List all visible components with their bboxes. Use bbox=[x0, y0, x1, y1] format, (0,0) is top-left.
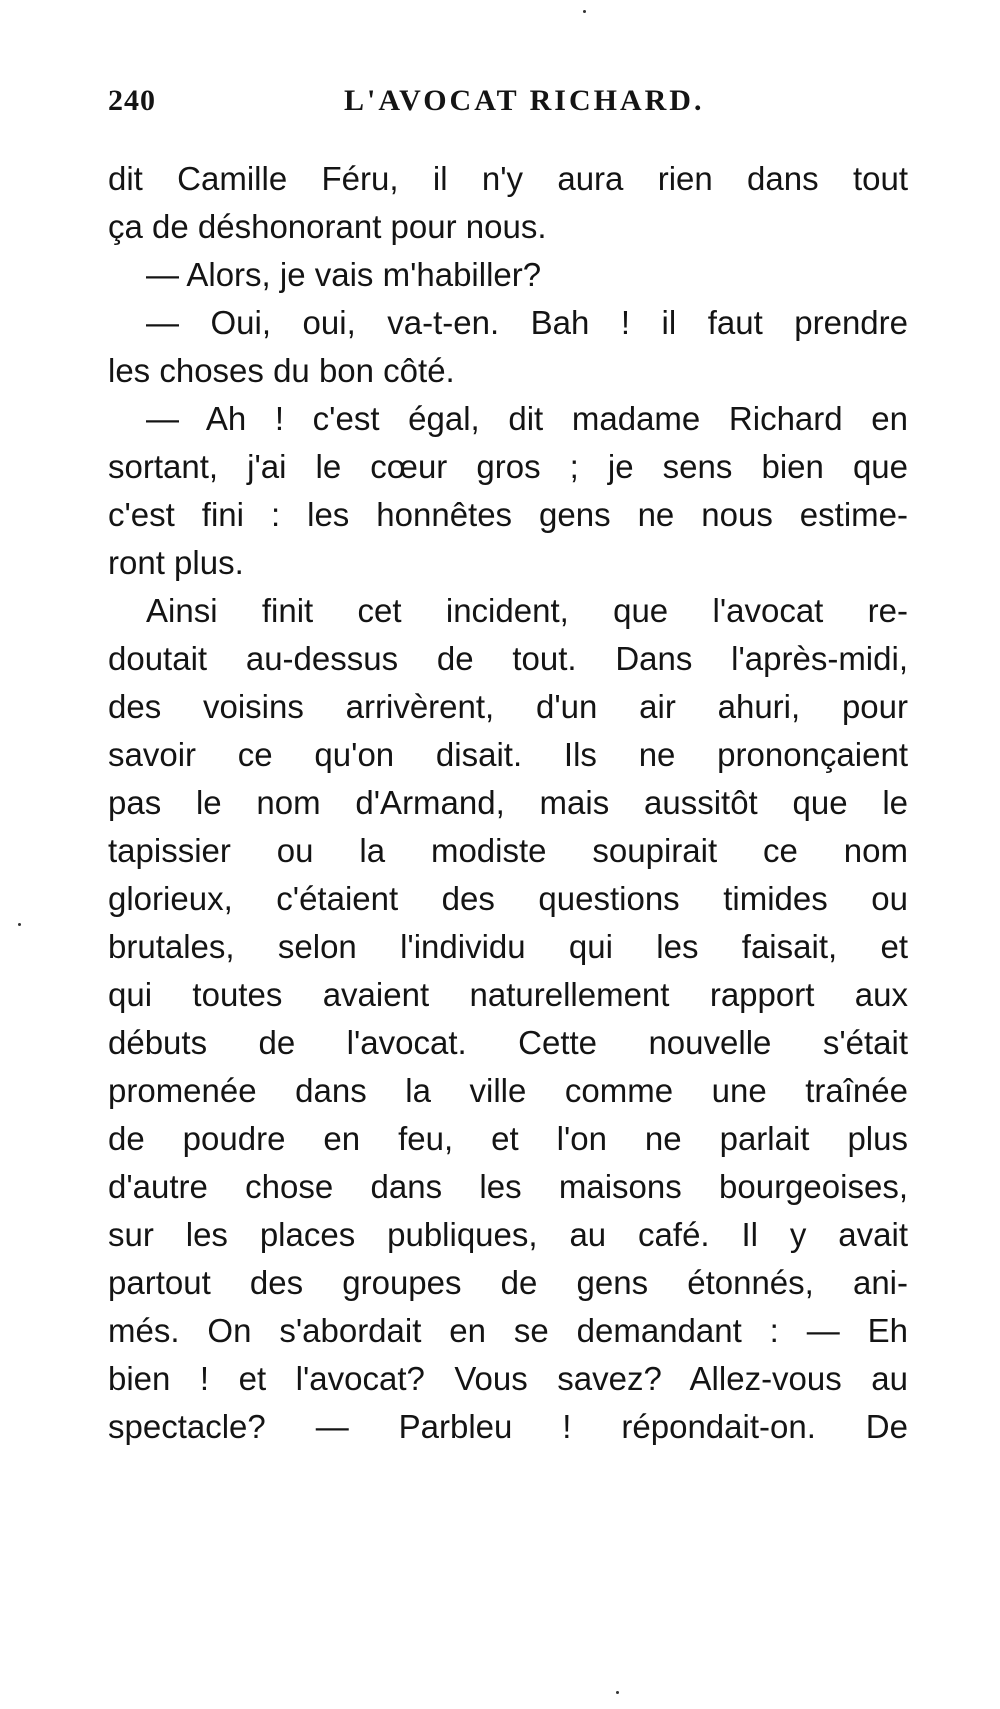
text-line: qui toutes avaient naturellement rapport aux bbox=[108, 976, 908, 1013]
text-line: sur les places publiques, au café. Il y avait bbox=[108, 1216, 908, 1253]
text-line: dit Camille Féru, il n'y aura rien dans tout bbox=[108, 160, 908, 197]
scan-speck bbox=[583, 10, 586, 13]
text-line: les choses du bon côté. bbox=[108, 352, 455, 389]
text-line: pas le nom d'Armand, mais aussitôt que le bbox=[108, 784, 908, 821]
text-line: spectacle? — Parbleu ! répondait-on. De bbox=[108, 1408, 908, 1445]
text-line: partout des groupes de gens étonnés, ani- bbox=[108, 1264, 908, 1301]
text-line: més. On s'abordait en se demandant : — Eh bbox=[108, 1312, 908, 1349]
text-line: tapissier ou la modiste soupirait ce nom bbox=[108, 832, 908, 869]
text-line: sortant, j'ai le cœur gros ; je sens bien que bbox=[108, 448, 908, 485]
text-line: — Ah ! c'est égal, dit madame Richard en bbox=[146, 400, 908, 437]
text-line: savoir ce qu'on disait. Ils ne prononçaient bbox=[108, 736, 908, 773]
text-line: bien ! et l'avocat? Vous savez? Allez-vous au bbox=[108, 1360, 908, 1397]
text-line: doutait au-dessus de tout. Dans l'après-midi, bbox=[108, 640, 908, 677]
text-line: des voisins arrivèrent, d'un air ahuri, pour bbox=[108, 688, 908, 725]
scan-speck bbox=[18, 923, 21, 926]
text-line: d'autre chose dans les maisons bourgeoises, bbox=[108, 1168, 908, 1205]
text-line: ça de déshonorant pour nous. bbox=[108, 208, 547, 245]
text-line: ront plus. bbox=[108, 544, 244, 581]
text-line: — Oui, oui, va-t-en. Bah ! il faut prendre bbox=[146, 304, 908, 341]
text-line: de poudre en feu, et l'on ne parlait plus bbox=[108, 1120, 908, 1157]
page-number: 240 bbox=[108, 84, 156, 117]
text-line: promenée dans la ville comme une traînée bbox=[108, 1072, 908, 1109]
body-text bbox=[108, 155, 908, 1451]
text-line: — Alors, je vais m'habiller? bbox=[146, 256, 542, 293]
text-line: Ainsi finit cet incident, que l'avocat re- bbox=[146, 592, 908, 629]
text-line: c'est fini : les honnêtes gens ne nous estime- bbox=[108, 496, 908, 533]
running-title: L'AVOCAT RICHARD. bbox=[344, 84, 705, 117]
page-header bbox=[108, 84, 908, 124]
text-line: débuts de l'avocat. Cette nouvelle s'était bbox=[108, 1024, 908, 1061]
text-line: glorieux, c'étaient des questions timides ou bbox=[108, 880, 908, 917]
scan-speck bbox=[616, 1691, 619, 1694]
text-line: brutales, selon l'individu qui les faisait, et bbox=[108, 928, 908, 965]
